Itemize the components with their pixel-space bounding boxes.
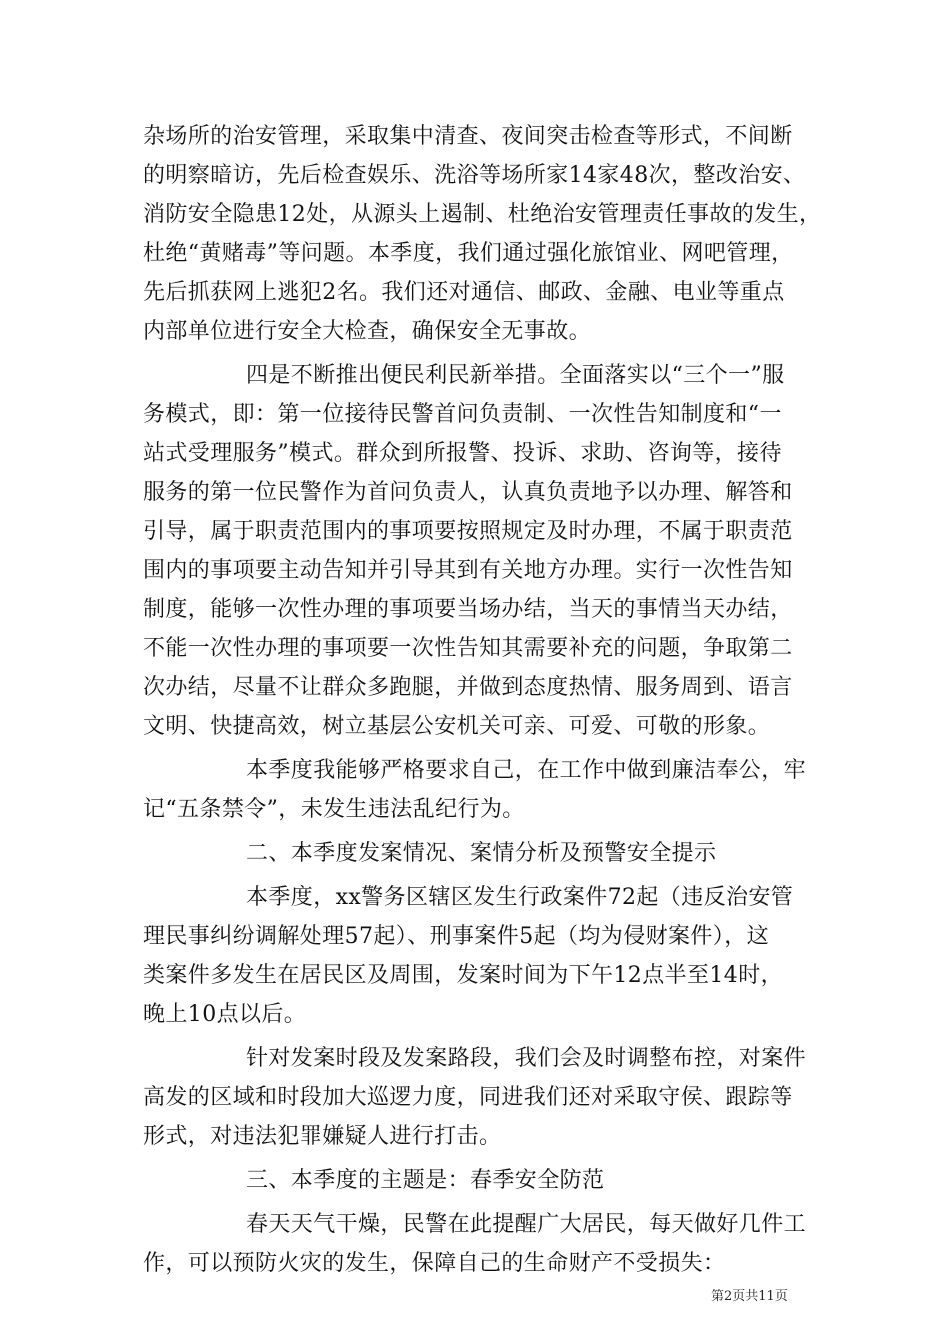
paragraph-line: 杜绝“黄赌毒”等问题。本季度，我们通过强化旅馆业、网吧管理， [143, 241, 794, 266]
paragraph-line: 围内的事项要主动告知并引导其到有关地方办理。实行一次性告知 [143, 558, 793, 583]
paragraph-line: 春天天气干燥，民警在此提醒广大居民，每天做好几件工 [246, 1212, 807, 1237]
paragraph-line: 站式受理服务”模式。群众到所报警、投诉、求助、咨询等，接待 [143, 441, 782, 466]
paragraph-line: 制度，能够一次性办理的事项要当场办结，当天的事情当天办结， [143, 597, 793, 622]
paragraph-line: 次办结，尽量不让群众多跑腿，并做到态度热情、服务周到、语言 [143, 675, 793, 700]
paragraph-line: 高发的区域和时段加大巡逻力度，同进我们还对采取守侯、跟踪等 [143, 1085, 793, 1110]
paragraph-line: 服务的第一位民警作为首问负责人，认真负责地予以办理、解答和 [143, 480, 793, 505]
paragraph-line: 本季度，xx警务区辖区发生行政案件72起（违反治安管 [246, 885, 794, 910]
paragraph-line: 引导，属于职责范围内的事项要按照规定及时办理，不属于职责范 [143, 519, 793, 544]
paragraph-line: 作，可以预防火灾的发生，保障自己的生命财产不受损失： [143, 1251, 726, 1276]
paragraph-line: 杂场所的治安管理，采取集中清查、夜间突击检查等形式，不间断 [143, 124, 793, 149]
paragraph-line: 理民事纠纷调解处理57起）、刑事案件5起（均为侵财案件），这 [143, 924, 769, 949]
paragraph-line: 先后抓获网上逃犯2名。我们还对通信、邮政、金融、电业等重点 [143, 280, 785, 305]
paragraph-line: 不能一次性办理的事项要一次性告知其需要补充的问题，争取第二 [143, 636, 793, 661]
paragraph-line: 记“五条禁令”，未发生违法乱纪行为。 [143, 797, 525, 822]
paragraph-line: 四是不断推出便民利民新举措。全面落实以“三个一”服 [246, 363, 785, 388]
section-heading: 二、本季度发案情况、案情分析及预警安全提示 [246, 841, 717, 866]
paragraph-line: 务模式，即：第一位接待民警首问负责制、一次性告知制度和“一 [143, 402, 782, 427]
paragraph-line: 消防安全隐患12处，从源头上遏制、杜绝治安管理责任事故的发生， [143, 202, 822, 227]
paragraph-line: 内部单位进行安全大检查，确保安全无事故。 [143, 319, 592, 344]
paragraph-line: 类案件多发生在居民区及周围，发案时间为下午12点半至14时， [143, 963, 783, 988]
section-heading: 三、本季度的主题是：春季安全防范 [246, 1168, 605, 1193]
paragraph-line: 本季度我能够严格要求自己，在工作中做到廉洁奉公，牢 [246, 758, 807, 783]
page-number: 第2页共11页 [711, 1289, 788, 1304]
paragraph-line: 晚上10点以后。 [143, 1002, 307, 1027]
paragraph-line: 针对发案时段及发案路段，我们会及时调整布控，对案件 [246, 1046, 807, 1071]
paragraph-line: 形式，对违法犯罪嫌疑人进行打击。 [143, 1124, 502, 1149]
paragraph-line: 文明、快捷高效，树立基层公安机关可亲、可爱、可敬的形象。 [143, 714, 771, 739]
paragraph-line: 的明察暗访，先后检查娱乐、洗浴等场所家14家48次，整改治安、 [143, 163, 806, 188]
